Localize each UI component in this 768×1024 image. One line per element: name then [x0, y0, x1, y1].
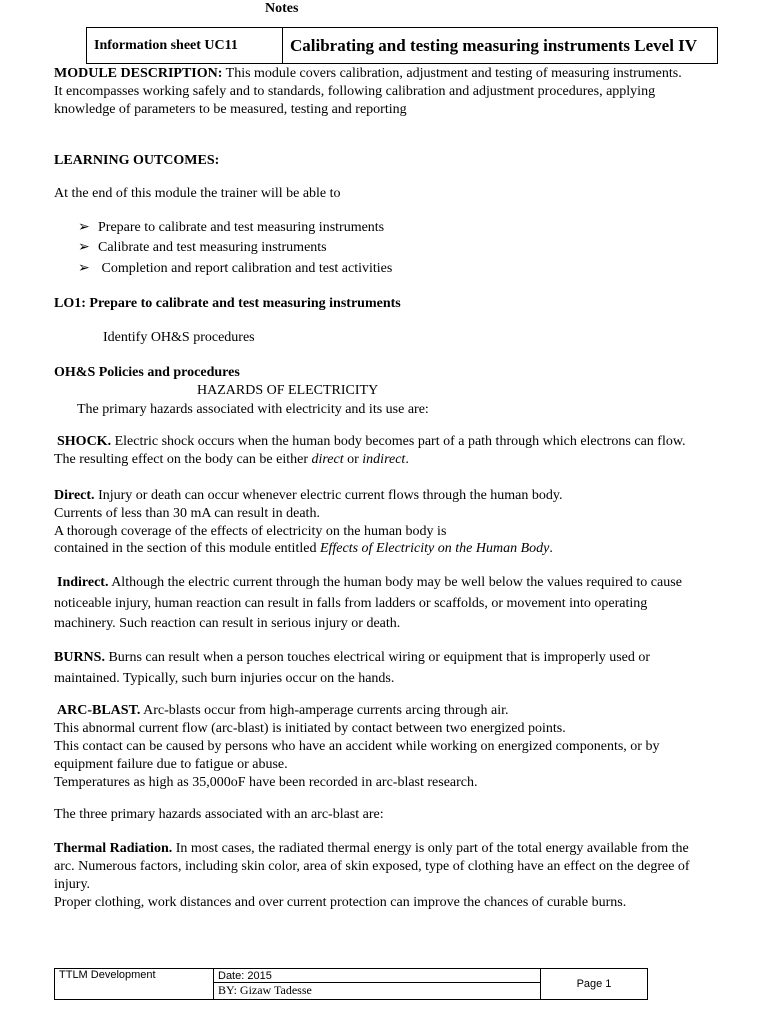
module-description-text-1: This module covers calibration, adjustment and testing of measuring instruments.: [222, 66, 682, 81]
learning-outcomes-heading: LEARNING OUTCOMES:: [54, 153, 220, 168]
hazards-intro: The primary hazards associated with electricity and its use are:: [77, 402, 429, 417]
indirect-line-1: Indirect. Although the electric current through the human body may be well below the values required to cause: [57, 575, 682, 590]
module-description-line-3: knowledge of parameters to be measured, testing and reporting: [54, 102, 407, 117]
learning-outcome-item: ➢ Prepare to calibrate and test measuring instruments: [78, 220, 385, 235]
footer-date: Date: 2015: [214, 969, 541, 983]
arc-blast-line-3: This contact can be caused by persons who have an accident while working on energized components, or by: [54, 739, 660, 754]
thermal-line-3: injury.: [54, 877, 91, 892]
arc-blast-line-4: equipment failure due to fatigue or abuse.: [54, 757, 288, 772]
arrow-bullet-icon: ➢: [78, 220, 90, 235]
direct-line-3: A thorough coverage of the effects of electricity on the human body is: [54, 524, 447, 539]
thermal-label: Thermal Radiation.: [54, 841, 173, 856]
footer-table: [54, 968, 648, 1000]
learning-outcome-item: ➢ Completion and report calibration and test activities: [78, 261, 393, 276]
footer-page-number: Page 1: [541, 969, 648, 1000]
footer-ttlm: TTLM Development: [55, 969, 214, 1000]
arrow-bullet-icon: ➢: [78, 240, 90, 255]
shock-line-2: The resulting effect on the body can be either direct or indirect.: [54, 452, 409, 467]
direct-line-4: contained in the section of this module entitled Effects of Electricity on the Human Body.: [54, 541, 553, 556]
shock-line-1: SHOCK. Electric shock occurs when the human body becomes part of a path through which electrons can flow.: [57, 434, 686, 449]
lo1-heading: LO1: Prepare to calibrate and test measuring instruments: [54, 296, 401, 311]
thermal-line-4: Proper clothing, work distances and over current protection can improve the chances of curable burns.: [54, 895, 627, 910]
burns-label: BURNS.: [54, 650, 105, 665]
arrow-bullet-icon: ➢: [78, 261, 90, 276]
lo1-subheading: Identify OH&S procedures: [103, 330, 255, 345]
three-hazards-intro: The three primary hazards associated with an arc-blast are:: [54, 807, 384, 822]
direct-line-1: Direct. Injury or death can occur whenever electric current flows through the human body.: [54, 488, 563, 503]
arc-blast-line-5: Temperatures as high as 35,000oF have been recorded in arc-blast research.: [54, 775, 478, 790]
indirect-line-3: machinery. Such reaction can result in serious injury or death.: [54, 616, 401, 631]
burns-line-1: BURNS. Burns can result when a person touches electrical wiring or equipment that is improperly used or: [54, 650, 651, 665]
learning-outcomes-intro: At the end of this module the trainer will be able to: [54, 186, 341, 201]
arc-blast-label: ARC-BLAST.: [57, 703, 141, 718]
module-description-label: MODULE DESCRIPTION:: [54, 66, 223, 81]
direct-label: Direct.: [54, 488, 95, 503]
shock-label: SHOCK.: [57, 434, 112, 449]
indirect-label: Indirect.: [57, 575, 109, 590]
module-description-line-1: [54, 65, 682, 83]
direct-line-2: Currents of less than 30 mA can result in death.: [54, 506, 320, 521]
arc-blast-line-2: This abnormal current flow (arc-blast) is initiated by contact between two energized points.: [54, 721, 566, 736]
info-sheet-header-table: [86, 27, 718, 64]
document-title: Calibrating and testing measuring instruments Level IV: [283, 28, 718, 64]
learning-outcome-item: ➢ Calibrate and test measuring instruments: [78, 240, 327, 255]
ohs-heading: OH&S Policies and procedures: [54, 365, 240, 380]
indirect-line-2: noticeable injury, human reaction can result in falls from ladders or scaffolds, or movement into operating: [54, 596, 648, 611]
footer-author: BY: Gizaw Tadesse: [214, 983, 541, 1000]
hazards-title: HAZARDS OF ELECTRICITY: [197, 383, 379, 398]
module-description-line-2: It encompasses working safely and to standards, following calibration and adjustment procedures, applying: [54, 84, 656, 99]
arc-blast-line-1: ARC-BLAST. Arc-blasts occur from high-amperage currents arcing through air.: [57, 703, 509, 718]
info-sheet-label: Information sheet UC11: [87, 28, 283, 64]
thermal-line-2: arc. Numerous factors, including skin color, area of skin exposed, type of clothing have an effect on the degree of: [54, 859, 690, 874]
thermal-line-1: Thermal Radiation. In most cases, the radiated thermal energy is only part of the total energy available from the: [54, 841, 689, 856]
burns-line-2: maintained. Typically, such burn injuries occur on the hands.: [54, 671, 395, 686]
notes-heading: Notes: [265, 1, 299, 16]
